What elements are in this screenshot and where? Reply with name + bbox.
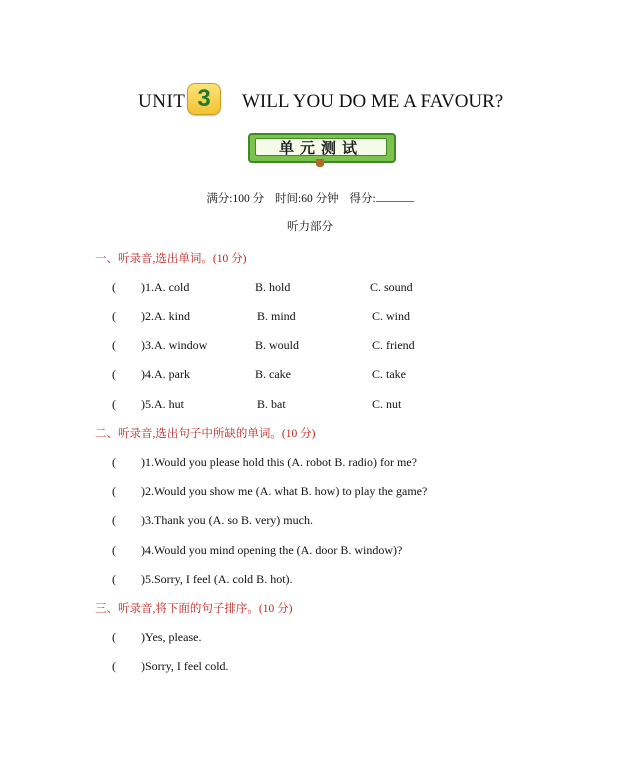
question-text: )1.Would you please hold this (A. robot B. radio) for me?	[141, 455, 417, 469]
question-text: )2.Would you show me (A. what B. how) to play the game?	[141, 484, 428, 498]
answer-paren[interactable]: (	[112, 338, 116, 352]
question-option-a: )2.A. kind	[141, 309, 190, 323]
full-marks: 满分:100 分	[206, 193, 265, 205]
question-option-a: )4.A. park	[141, 367, 190, 381]
answer-paren[interactable]: (	[112, 280, 116, 294]
banner-text: 单元测试	[278, 139, 363, 157]
banner-pin-icon	[316, 159, 324, 167]
answer-paren[interactable]: (	[112, 397, 116, 411]
section-title-2: 二、听录音,选出句子中所缺的单词。(10 分)	[95, 428, 316, 440]
answer-paren[interactable]: (	[112, 455, 116, 469]
question-option-b: B. bat	[257, 397, 286, 411]
score-blank[interactable]	[376, 201, 414, 202]
question-option-b: B. cake	[255, 367, 291, 381]
question-text: )3.Thank you (A. so B. very) much.	[141, 513, 313, 527]
question-option-c: C. friend	[372, 338, 415, 352]
question-text: )Yes, please.	[141, 630, 202, 644]
question-option-a: )5.A. hut	[141, 397, 184, 411]
banner-inner	[255, 138, 387, 156]
answer-paren[interactable]: (	[112, 513, 116, 527]
score-line	[0, 190, 620, 206]
answer-paren[interactable]: (	[112, 630, 116, 644]
question-option-b: B. hold	[255, 280, 291, 294]
question-option-c: C. take	[372, 367, 406, 381]
answer-paren[interactable]: (	[112, 309, 116, 323]
question-option-b: B. mind	[257, 309, 296, 323]
unit-word: UNIT	[138, 91, 186, 112]
answer-paren[interactable]: (	[112, 659, 116, 673]
question-text: )4.Would you mind opening the (A. door B. window)?	[141, 543, 403, 557]
answer-paren[interactable]: (	[112, 543, 116, 557]
unit-title-row	[0, 80, 620, 120]
unit-number: 3	[197, 85, 211, 112]
question-option-a: )1.A. cold	[141, 280, 190, 294]
section-title-1: 一、听录音,选出单词。(10 分)	[95, 253, 247, 265]
answer-paren[interactable]: (	[112, 484, 116, 498]
section-title-3: 三、听录音,将下面的句子排序。(10 分)	[95, 603, 293, 615]
question-option-c: C. sound	[370, 280, 413, 294]
time-limit: 时间:60 分钟	[275, 193, 339, 205]
question-text: )Sorry, I feel cold.	[141, 659, 229, 673]
score-label: 得分:	[349, 193, 413, 205]
unit-title: WILL YOU DO ME A FAVOUR?	[242, 91, 504, 112]
part-title: 听力部分	[287, 221, 333, 233]
unit-test-banner	[248, 133, 396, 167]
answer-paren[interactable]: (	[112, 367, 116, 381]
question-option-c: C. wind	[372, 309, 411, 323]
answer-paren[interactable]: (	[112, 572, 116, 586]
question-option-a: )3.A. window	[141, 338, 208, 352]
question-text: )5.Sorry, I feel (A. cold B. hot).	[141, 572, 293, 586]
question-option-c: C. nut	[372, 397, 402, 411]
question-option-b: B. would	[255, 338, 300, 352]
unit-number-badge	[187, 83, 221, 115]
